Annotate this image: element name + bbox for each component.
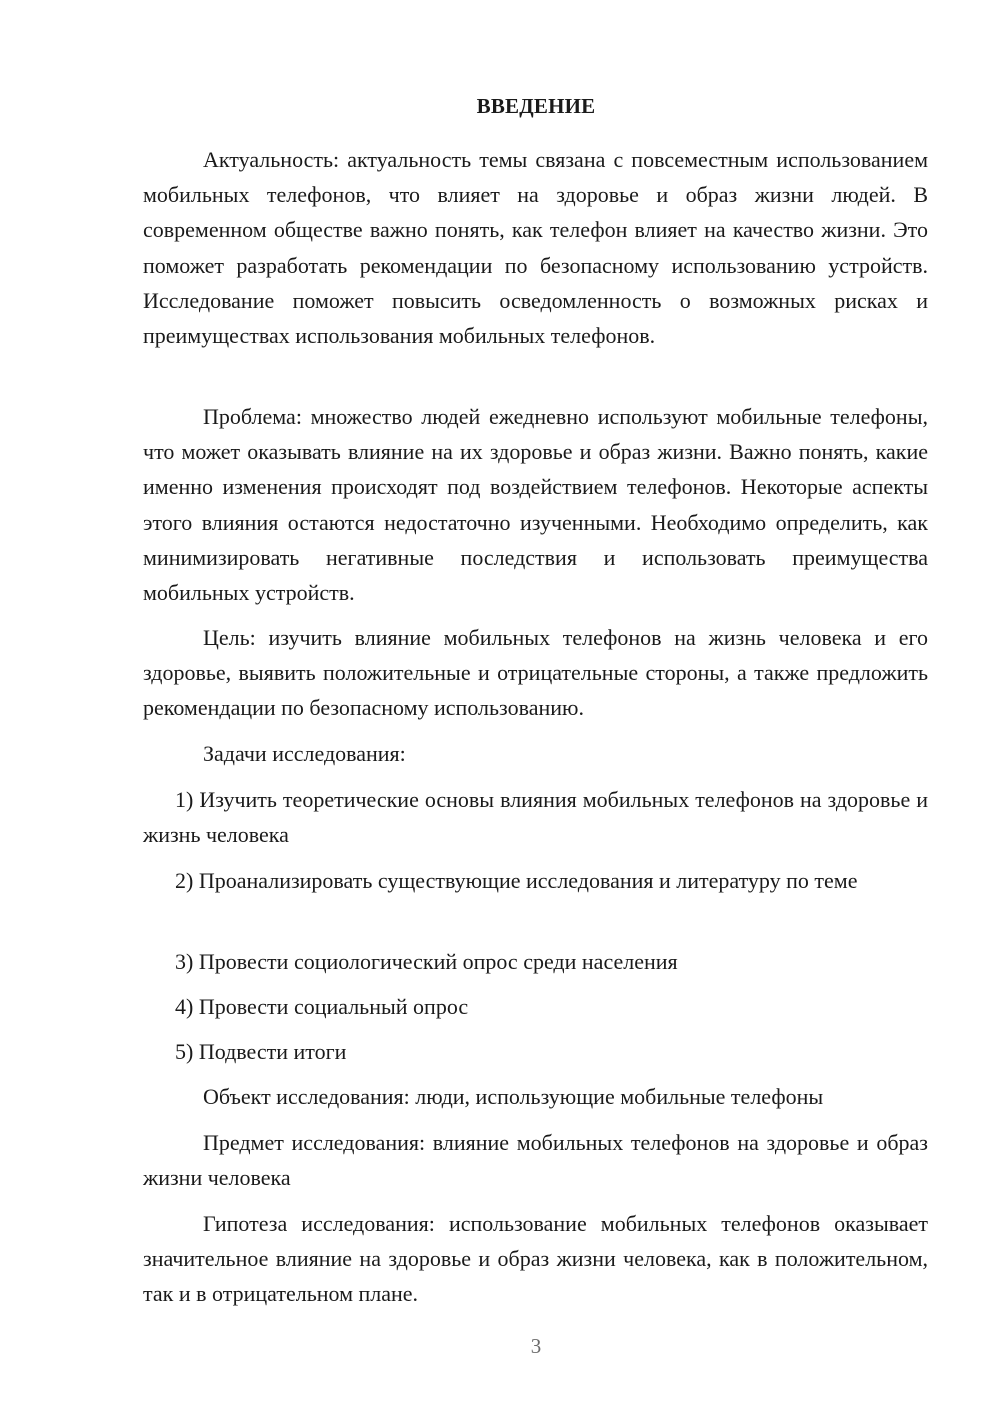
task-1-block — [143, 782, 928, 852]
page-number: 3 — [530, 1334, 542, 1358]
object-block — [143, 1079, 928, 1114]
task-item-2: 2) Проанализировать существующие исследования и литературу по теме — [175, 868, 858, 893]
task-3-block — [143, 944, 928, 979]
task-item-3: 3) Провести социологический опрос среди населения — [175, 949, 678, 974]
object-paragraph: Объект исследования: люди, использующие мобильные телефоны — [203, 1084, 824, 1109]
relevance-block — [143, 142, 928, 353]
task-4-block — [143, 989, 928, 1024]
hypothesis-block — [143, 1206, 928, 1312]
problem-block — [143, 399, 928, 610]
task-2-block — [143, 863, 928, 898]
subject-paragraph: Предмет исследования: влияние мобильных телефонов на здоровье и образ жизни человека — [143, 1130, 928, 1191]
subject-block — [143, 1125, 928, 1195]
hypothesis-paragraph: Гипотеза исследования: использование мобильных телефонов оказывает значительное влияние на здоровье и образ жизни человека, как в положительном, так и в отрицательном плане. — [143, 1211, 928, 1307]
goal-paragraph: Цель: изучить влияние мобильных телефонов на жизнь человека и его здоровье, выявить положительные и отрицательные стороны, а также предложить рекомендации по безопасному использованию. — [143, 625, 928, 721]
problem-paragraph: Проблема: множество людей ежедневно используют мобильные телефоны, что может оказывать влияние на их здоровье и образ жизни. Важно понять, какие именно изменения происходят под воздействием телефонов. Некоторые аспекты этого влияния остаются недостаточно изученными. Необходимо определить, как минимизировать негативные последствия и использовать преимущества мобильных устройств. — [143, 404, 928, 606]
task-item-1: 1) Изучить теоретические основы влияния мобильных телефонов на здоровье и жизнь человека — [143, 787, 928, 848]
task-5-block — [143, 1034, 928, 1069]
relevance-paragraph: Актуальность: актуальность темы связана с повсеместным использованием мобильных телефонов, что влияет на здоровье и образ жизни людей. В современном обществе важно понять, как телефон влияет на качество жизни. Это поможет разработать рекомендации по безопасному использованию устройств. Исследование поможет повысить осведомленность о возможных рисках и преимуществах использования мобильных телефонов. — [143, 147, 928, 349]
section-title: ВВЕДЕНИЕ — [476, 94, 596, 118]
tasks-heading: Задачи исследования: — [203, 741, 406, 766]
goal-block — [143, 620, 928, 726]
task-item-5: 5) Подвести итоги — [175, 1039, 347, 1064]
task-item-4: 4) Провести социальный опрос — [175, 994, 469, 1019]
tasks-heading-block — [143, 736, 928, 771]
